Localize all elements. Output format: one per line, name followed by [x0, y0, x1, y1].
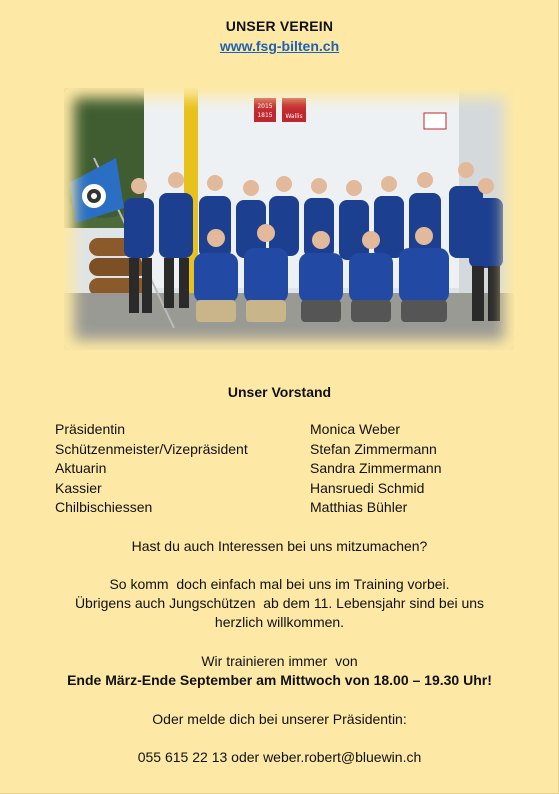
contact-intro: Oder melde dich bei unserer Präsidentin:: [152, 711, 407, 727]
board-role: Schützenmeister/Vizepräsident: [55, 440, 248, 457]
invite-line: Übrigens auch Jungschützen ab dem 11. Lebensjahr sind bei uns: [74, 595, 485, 611]
training-paragraph: [0, 652, 559, 690]
board-row: [55, 459, 515, 479]
board-row: [55, 498, 515, 518]
banner-year2: 1815: [257, 112, 273, 119]
board-heading: Unser Vorstand: [227, 384, 332, 400]
group-photo-illustration: [64, 88, 514, 350]
board-person: Matthias Bühler: [310, 499, 408, 515]
training-schedule: Ende März-Ende September am Mittwoch von 18.00 – 19.30 Uhr!: [67, 672, 492, 688]
board-person: Monica Weber: [310, 421, 401, 437]
invite-line: So komm doch einfach mal bei uns im Training vorbei.: [109, 576, 450, 592]
board-row: [55, 420, 515, 440]
board-list: [55, 420, 515, 518]
website-link[interactable]: www.fsg-bilten.ch: [219, 38, 340, 54]
board-role: Chilbischiessen: [55, 499, 153, 515]
contact-details: 055 615 22 13 oder weber.robert@bluewin.ch: [137, 749, 422, 765]
board-row: [55, 440, 515, 460]
invite-paragraph: [0, 575, 559, 632]
group-photo: [64, 88, 514, 350]
board-role: Kassier: [55, 479, 102, 496]
banner-year: 2015: [257, 103, 273, 110]
training-intro: Wir trainieren immer von: [201, 653, 358, 669]
board-role: Aktuarin: [55, 460, 107, 476]
page-title: UNSER VEREIN: [225, 18, 334, 34]
invite-line: herzlich willkommen.: [214, 614, 345, 630]
website-link-wrap: [0, 38, 559, 54]
board-row: [55, 479, 515, 499]
board-role: Präsidentin: [55, 421, 126, 437]
board-person: Stefan Zimmermann: [310, 440, 437, 457]
board-person: Hansruedi Schmid: [310, 479, 425, 496]
question-text: Hast du auch Interessen bei uns mitzumachen?: [131, 538, 428, 554]
board-person: Sandra Zimmermann: [310, 460, 442, 476]
banner-region: Wallis: [285, 113, 303, 120]
